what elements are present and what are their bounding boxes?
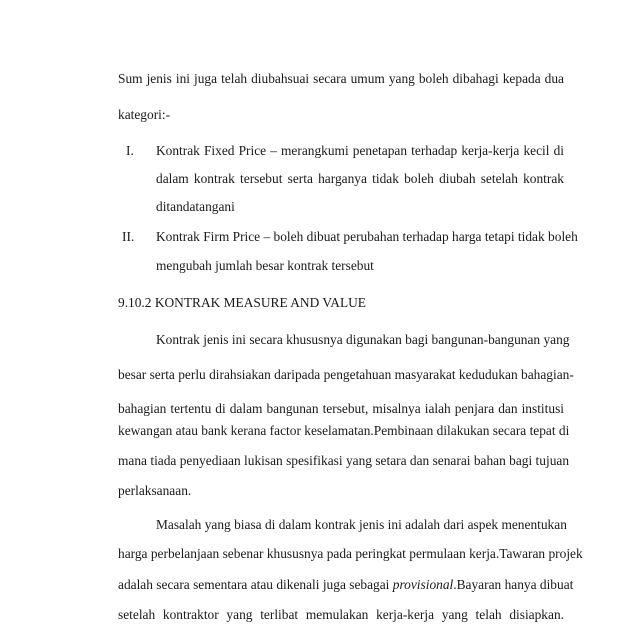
- paragraph-1-line-5: mana tiada penyediaan lukisan spesifikasi yang setara dan senarai bahan bagi tujuan: [118, 453, 570, 468]
- list-numeral-2: II.: [122, 229, 135, 244]
- list-item-2-line-1: Kontrak Firm Price – boleh dibuat perubahan terhadap harga tetapi tidak boleh: [156, 229, 578, 244]
- paragraph-2-line-3-before: adalah secara sementara atau dikenali juga sebagai: [118, 577, 393, 592]
- intro-line-2: kategori:-: [118, 107, 171, 122]
- paragraph-1-line-6: perlaksanaan.: [118, 483, 192, 498]
- paragraph-1-line-1: Kontrak jenis ini secara khususnya digunakan bagi bangunan-bangunan yang: [156, 332, 570, 347]
- paragraph-2-line-2: harga perbelanjaan sebenar khususnya pada peringkat permulaan kerja.Tawaran projek: [118, 546, 583, 561]
- paragraph-2-line-1: Masalah yang biasa di dalam kontrak jenis ini adalah dari aspek menentukan: [156, 517, 567, 532]
- paragraph-1-line-2: besar serta perlu dirahsiakan daripada pengetahuan masyarakat kedudukan bahagian-: [118, 367, 574, 382]
- paragraph-1-line-3: bahagian tertentu di dalam bangunan tersebut, misalnya ialah penjara dan institusi: [118, 401, 564, 416]
- intro-line-1: Sum jenis ini juga telah diubahsuai secara umum yang boleh dibahagi kepada dua: [118, 71, 564, 86]
- section-heading: 9.10.2 KONTRAK MEASURE AND VALUE: [118, 295, 366, 310]
- list-item-1-line-1: Kontrak Fixed Price – merangkumi penetapan terhadap kerja-kerja kecil di: [156, 143, 564, 158]
- provisional-term: provisional: [392, 577, 454, 592]
- list-numeral-1: I.: [126, 143, 134, 158]
- list-item-1-line-3: ditandatangani: [156, 199, 235, 214]
- list-item-1-line-2: dalam kontrak tersebut serta harganya tidak boleh diubah setelah kontrak: [156, 171, 564, 186]
- paragraph-2-line-3: [118, 577, 574, 593]
- list-item-2-line-2: mengubah jumlah besar kontrak tersebut: [156, 258, 374, 273]
- paragraph-1-line-4: kewangan atau bank kerana factor keselamatan.Pembinaan dilakukan secara tepat di: [118, 423, 570, 438]
- paragraph-2-line-3-after: .Bayaran hanya dibuat: [453, 577, 574, 592]
- paragraph-2-line-4: setelah kontraktor yang terlibat memulakan kerja-kerja yang telah disiapkan.: [118, 607, 564, 622]
